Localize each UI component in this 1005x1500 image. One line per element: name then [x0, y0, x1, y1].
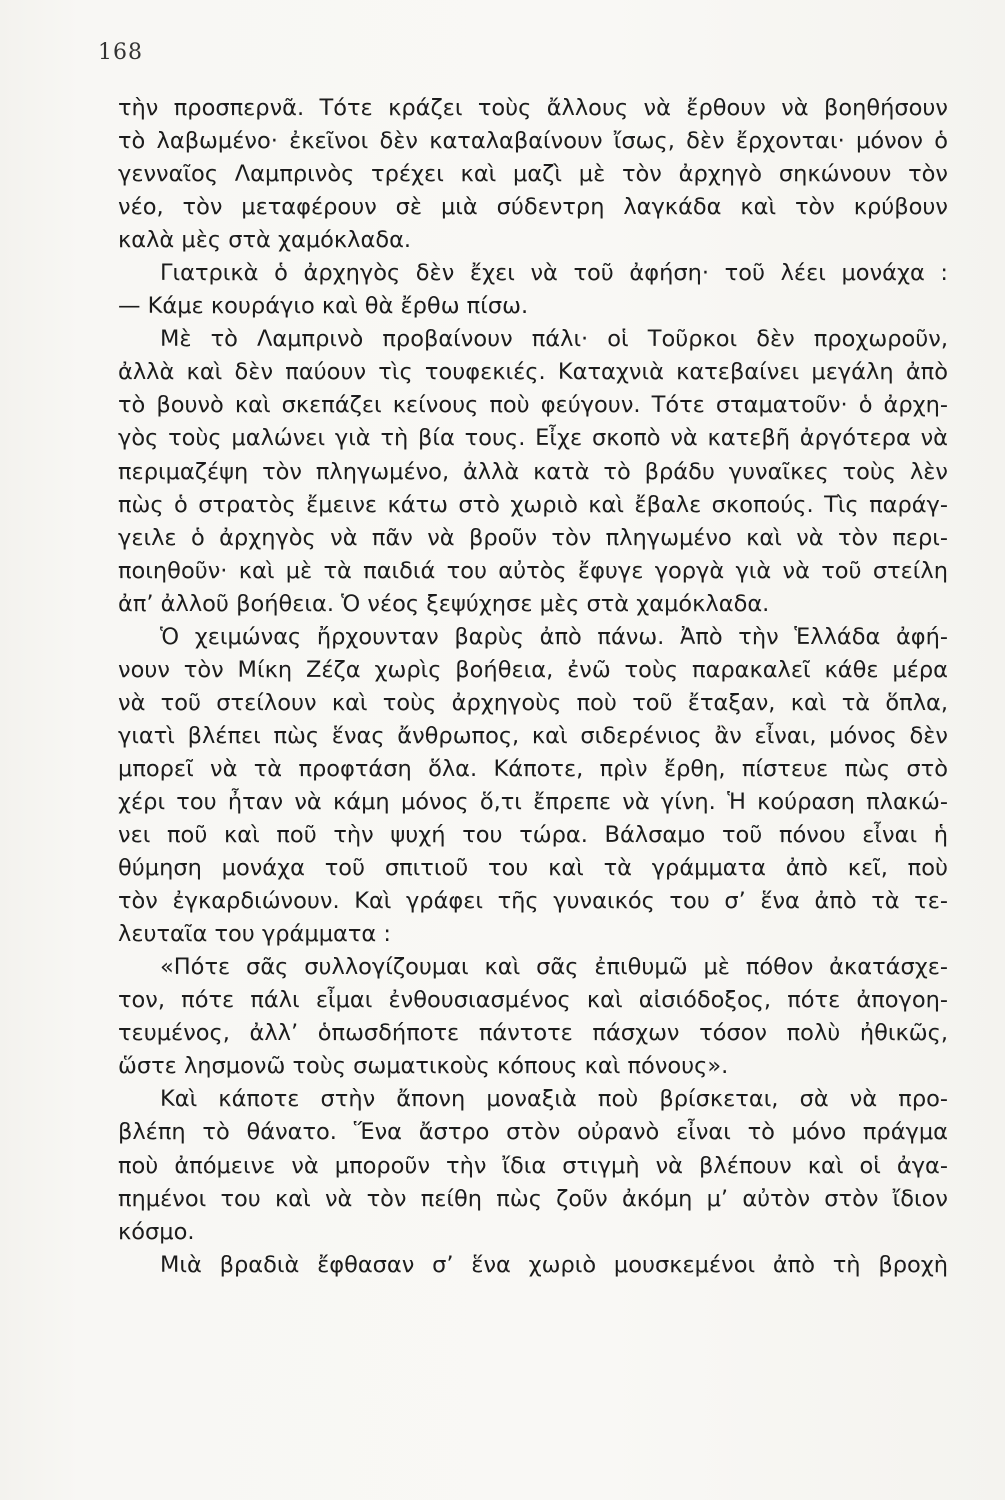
text-line: Μὲ τὸ Λαμπρινὸ προβαίνουν πάλι· οἱ Τοῦρκοι δὲν προχωροῦν,	[160, 326, 948, 353]
text-line: ἀλλὰ καὶ δὲν παύουν τὶς τουφεκιές. Καταχνιὰ κατεβαίνει μεγάλη ἀπὸ	[118, 359, 948, 386]
text-line: λευταῖα του γράμματα :	[118, 921, 391, 948]
text-line: νει ποῦ καὶ ποῦ τὴν ψυχή του τώρα. Βάλσαμο τοῦ πόνου εἶναι ἡ	[118, 822, 948, 849]
text-line: — Κάμε κουράγιο καὶ θὰ ἔρθω πίσω.	[118, 293, 529, 320]
text-line: Μιὰ βραδιὰ ἔφθασαν σ’ ἕνα χωριὸ μουσκεμένοι ἀπὸ τὴ βροχὴ	[160, 1251, 948, 1278]
text-line: τὸ λαβωμένο· ἐκεῖνοι δὲν καταλαβαίνουν ἴσως, δὲν ἔρχονται· μόνον ὁ	[118, 128, 948, 155]
text-line: ἀπ’ ἀλλοῦ βοήθεια. Ὁ νέος ξεψύχησε μὲς στὰ χαμόκλαδα.	[118, 590, 770, 617]
text-line: τευμένος, ἀλλ’ ὁπωσδήποτε πάντοτε πάσχων τόσον πολὺ ἠθικῶς,	[118, 1020, 948, 1047]
text-line: καλὰ μὲς στὰ χαμόκλαδα.	[118, 227, 412, 254]
text-line: γενναῖος Λαμπρινὸς τρέχει καὶ μαζὶ μὲ τὸν ἀρχηγὸ σηκώνουν τὸν	[118, 161, 948, 188]
text-line: Ὁ χειμώνας ἤρχουνταν βαρὺς ἀπὸ πάνω. Ἀπὸ τὴν Ἑλλάδα ἀφή-	[160, 623, 948, 650]
text-line: πημένοι του καὶ νὰ τὸν πείθη πὼς ζοῦν ἀκόμη μ’ αὐτὸν στὸν ἴδιον	[118, 1185, 948, 1212]
text-line: χέρι του ἦταν νὰ κάμη μόνος ὅ,τι ἔπρεπε νὰ γίνη. Ἡ κούραση πλακώ-	[118, 788, 948, 815]
text-line: ποιηθοῦν· καὶ μὲ τὰ παιδιά του αὐτὸς ἔφυγε γοργὰ γιὰ νὰ τοῦ στείλη	[118, 557, 948, 584]
text-line: πὼς ὁ στρατὸς ἔμεινε κάτω στὸ χωριὸ καὶ ἔβαλε σκοπούς. Τὶς παράγ-	[118, 491, 948, 518]
text-line: ποὺ ἀπόμεινε νὰ μποροῦν τὴν ἴδια στιγμὴ νὰ βλέπουν καὶ οἱ ἀγα-	[118, 1152, 948, 1179]
text-line: γιατὶ βλέπει πὼς ἕνας ἄνθρωπος, καὶ σιδερένιος ἂν εἶναι, μόνος δὲν	[118, 722, 948, 749]
text-line: γειλε ὁ ἀρχηγὸς νὰ πᾶν νὰ βροῦν τὸν πληγωμένο καὶ νὰ τὸν περι-	[118, 524, 948, 551]
text-line: μπορεῖ νὰ τὰ προφτάση ὅλα. Κάποτε, πρὶν ἔρθη, πίστευε πὼς στὸ	[118, 755, 948, 782]
text-line: θύμηση μονάχα τοῦ σπιτιοῦ του καὶ τὰ γράμματα ἀπὸ κεῖ, ποὺ	[118, 855, 948, 882]
text-line: περιμαζέψη τὸν πληγωμένο, ἀλλὰ κατὰ τὸ βράδυ γυναῖκες τοὺς λὲν	[118, 458, 948, 485]
body-text	[118, 92, 948, 1282]
text-line: «Πότε σᾶς συλλογίζουμαι καὶ σᾶς ἐπιθυμῶ μὲ πόθον ἀκατάσχε-	[160, 954, 948, 981]
text-line: ὥστε λησμονῶ τοὺς σωματικοὺς κόπους καὶ πόνους».	[118, 1053, 729, 1080]
text-line: νὰ τοῦ στείλουν καὶ τοὺς ἀρχηγοὺς ποὺ τοῦ ἔταξαν, καὶ τὰ ὅπλα,	[118, 689, 948, 716]
text-line: βλέπη τὸ θάνατο. Ἕνα ἄστρο στὸν οὐρανὸ εἶναι τὸ μόνο πράγμα	[118, 1119, 948, 1146]
text-line: γὸς τοὺς μαλώνει γιὰ τὴ βία τους. Εἶχε σκοπὸ νὰ κατεβῆ ἀργότερα νὰ	[118, 425, 948, 452]
text-line: νέο, τὸν μεταφέρουν σὲ μιὰ σύδεντρη λαγκάδα καὶ τὸν κρύβουν	[118, 194, 948, 221]
text-line: Καὶ κάποτε στὴν ἄπονη μοναξιὰ ποὺ βρίσκεται, σὰ νὰ προ-	[160, 1086, 948, 1113]
text-line: Γιατρικὰ ὁ ἀρχηγὸς δὲν ἔχει νὰ τοῦ ἀφήση· τοῦ λέει μονάχα :	[160, 260, 948, 287]
text-line: τὸν ἐγκαρδιώνουν. Καὶ γράφει τῆς γυναικός του σ’ ἕνα ἀπὸ τὰ τε-	[118, 888, 948, 915]
text-line: τὴν προσπερνᾶ. Τότε κράζει τοὺς ἄλλους νὰ ἔρθουν νὰ βοηθήσουν	[118, 95, 948, 121]
text-line: νουν τὸν Μίκη Ζέζα χωρὶς βοήθεια, ἐνῶ τοὺς παρακαλεῖ κάθε μέρα	[118, 656, 948, 683]
page-number: 168	[98, 40, 143, 65]
text-line: τὸ βουνὸ καὶ σκεπάζει κείνους ποὺ φεύγουν. Τότε σταματοῦν· ὁ ἀρχη-	[118, 392, 948, 419]
text-line: τον, πότε πάλι εἶμαι ἐνθουσιασμένος καὶ αἰσιόδοξος, πότε ἀπογοη-	[118, 987, 948, 1014]
text-line: κόσμο.	[118, 1218, 195, 1245]
